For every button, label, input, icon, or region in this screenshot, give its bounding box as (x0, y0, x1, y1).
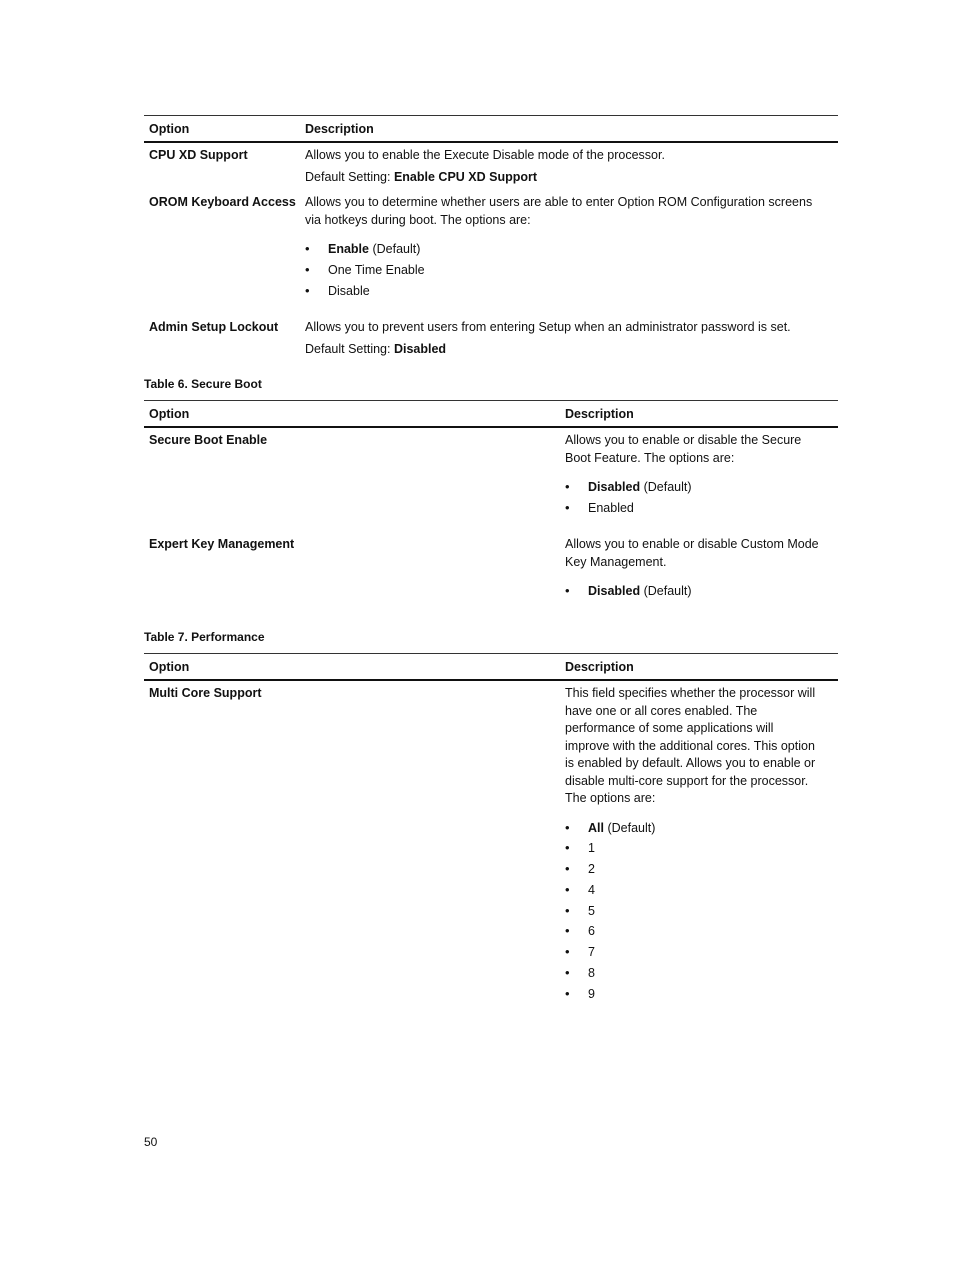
option-name: OROM Keyboard Access (149, 195, 296, 209)
description-text: The options are: (565, 791, 656, 805)
table-row-multi-core-support (144, 681, 838, 1011)
list-item: • Enabled (565, 498, 801, 519)
table-header (144, 400, 838, 428)
description-text: improve with the additional cores. This option (565, 738, 815, 753)
table-caption: Table 6. Secure Boot (144, 377, 262, 391)
default-setting (305, 341, 791, 359)
list-item-bold: All (588, 820, 604, 835)
option-description (565, 536, 819, 602)
table-row-secure-boot-enable (144, 428, 838, 532)
options-list (305, 239, 812, 301)
list-item: • One Time Enable (305, 260, 812, 281)
list-item-suffix: (Default) (603, 820, 656, 835)
list-item-bold: Disabled (588, 480, 641, 494)
description-text: Allows you to enable the Execute Disable mode of the processor. (305, 148, 665, 162)
list-item (565, 581, 819, 602)
description-text: Allows you to prevent users from entering Setup when an administrator password is set. (305, 320, 791, 334)
list-item: • 4 (565, 880, 815, 901)
table-secure-boot (144, 400, 838, 612)
table-caption: Table 7. Performance (144, 630, 265, 644)
table-row-expert-key-management (144, 532, 838, 612)
column-header-description: Description (565, 660, 634, 674)
list-item: • 2 (565, 859, 815, 880)
list-item-suffix: (Default) (369, 242, 421, 256)
column-header-option: Option (149, 407, 190, 421)
option-name: Secure Boot Enable (149, 433, 268, 447)
table-row-cpu-xd-support (144, 143, 838, 190)
option-description (565, 685, 815, 1005)
default-setting-value: Enable CPU XD Support (393, 169, 538, 184)
option-description (305, 194, 812, 301)
list-item: • 9 (565, 984, 815, 1005)
list-item: • 5 (565, 901, 815, 922)
table-header (144, 653, 838, 681)
option-description (305, 319, 791, 358)
list-item: • Disable (305, 281, 812, 302)
description-text: Allows you to enable or disable the Secure (565, 433, 802, 447)
list-item: • 6 (565, 921, 815, 942)
option-name: Expert Key Management (149, 537, 295, 551)
options-list (565, 818, 815, 1005)
list-item (565, 818, 815, 839)
option-description (565, 432, 801, 519)
option-name: Admin Setup Lockout (149, 320, 279, 334)
option-name: CPU XD Support (149, 148, 248, 162)
column-header-option: Option (149, 660, 190, 674)
default-setting-value: Disabled (393, 341, 447, 356)
list-item-suffix: (Default) (640, 584, 692, 598)
description-text: This field specifies whether the processor will (565, 686, 816, 700)
table-row-admin-setup-lockout (144, 315, 838, 362)
table-row-orom-keyboard-access (144, 190, 838, 315)
list-item-bold: Enable (328, 242, 369, 256)
option-description (305, 147, 665, 186)
description-text: Key Management. (565, 554, 667, 569)
default-setting-label: Default Setting: (305, 169, 394, 184)
description-text: via hotkeys during boot. The options are: (305, 212, 531, 227)
default-setting-label: Default Setting: (305, 341, 394, 356)
list-item-suffix: (Default) (640, 480, 692, 494)
table-header (144, 115, 838, 143)
list-item-bold: Disabled (588, 584, 641, 598)
list-item: • 8 (565, 963, 815, 984)
table-bios-options (144, 115, 838, 362)
column-header-option: Option (149, 122, 190, 136)
options-list (565, 581, 819, 602)
default-setting (305, 169, 665, 187)
list-item: • 7 (565, 942, 815, 963)
options-list (565, 477, 801, 519)
list-item (305, 239, 812, 260)
description-text: Boot Feature. The options are: (565, 450, 735, 465)
column-header-description: Description (305, 122, 374, 136)
option-name: Multi Core Support (149, 686, 262, 700)
list-item: • 1 (565, 838, 815, 859)
description-text: is enabled by default. Allows you to enable or (565, 756, 816, 770)
description-text: performance of some applications will (565, 721, 774, 735)
table-performance (144, 653, 838, 1011)
list-item (565, 477, 801, 498)
page-number: 50 (144, 1135, 158, 1149)
description-text: Allows you to determine whether users are able to enter Option ROM Configuration screens (305, 195, 813, 209)
description-text: disable multi-core support for the processor. (565, 773, 809, 788)
column-header-description: Description (565, 407, 634, 421)
description-text: have one or all cores enabled. The (565, 703, 758, 718)
description-text: Allows you to enable or disable Custom Mode (565, 537, 819, 551)
